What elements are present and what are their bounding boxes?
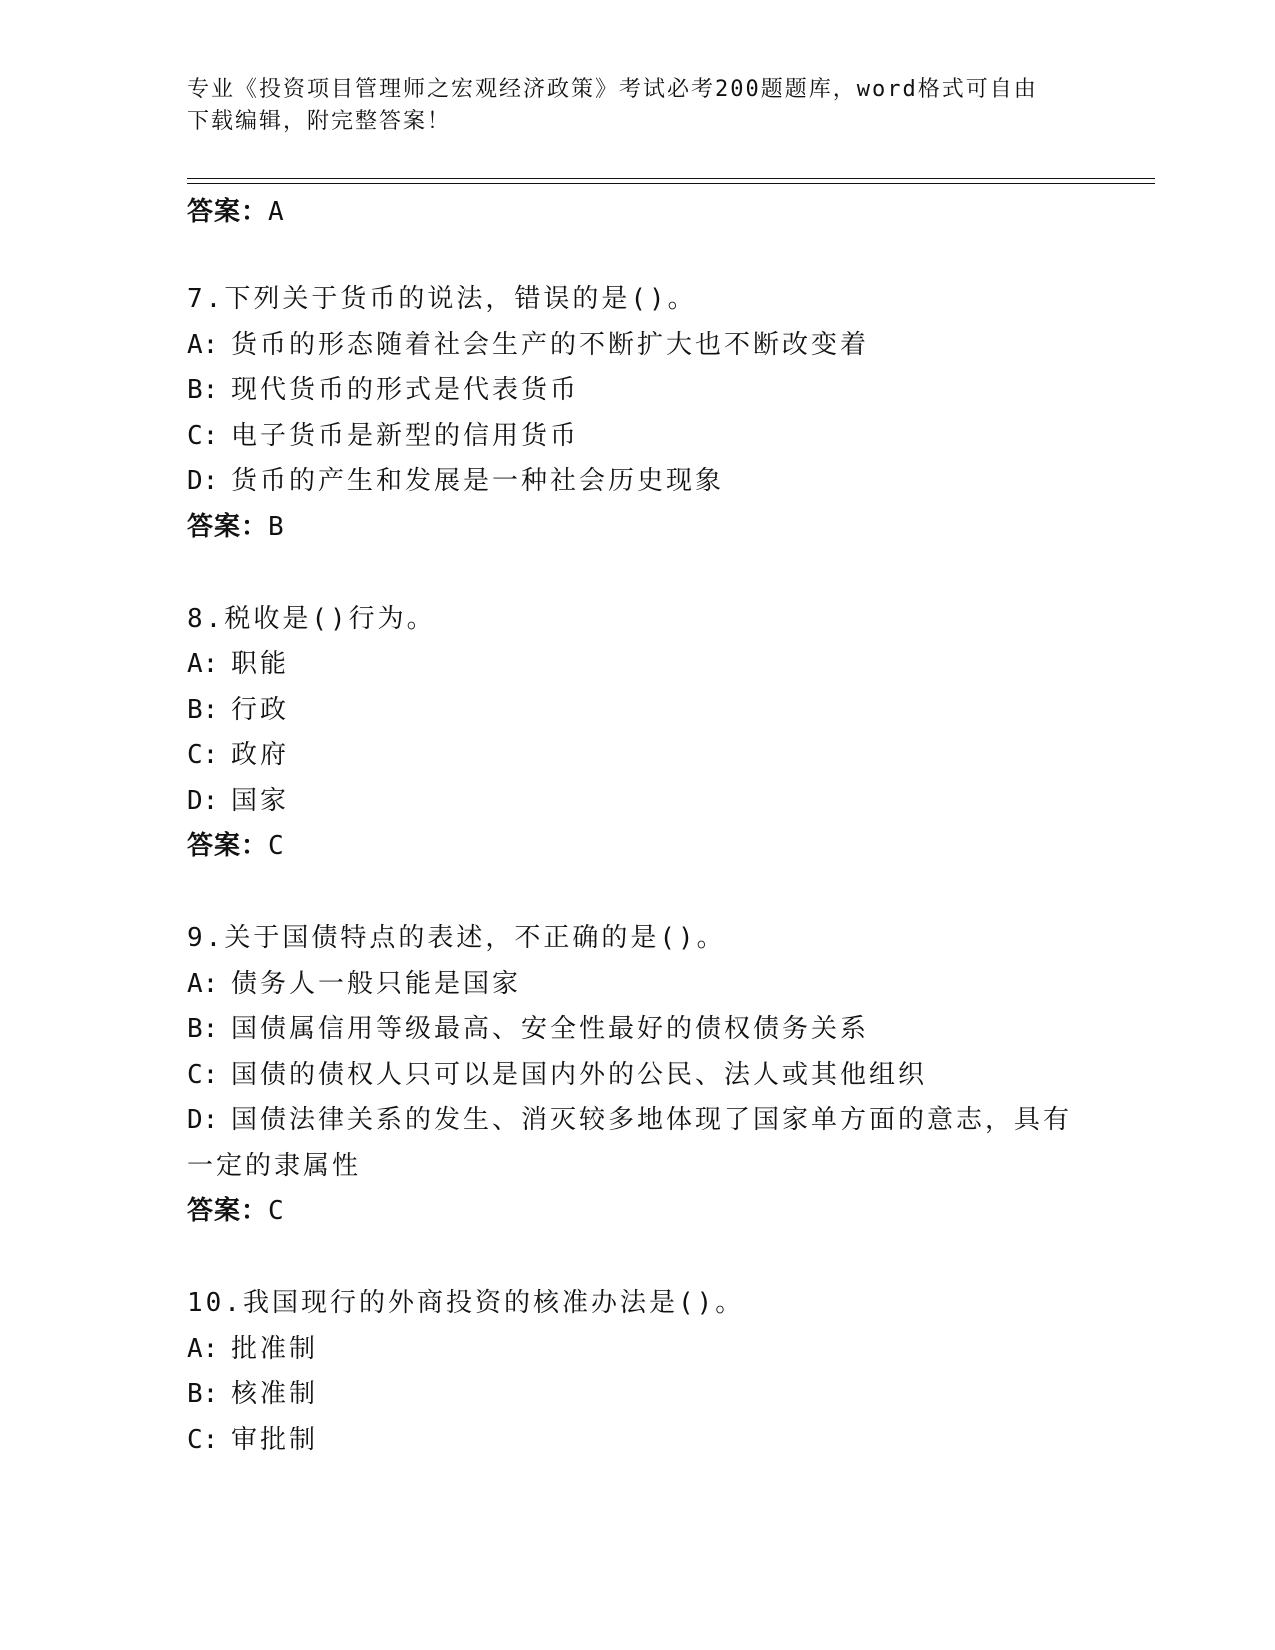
option-b	[187, 1007, 1087, 1053]
header-line-2: 下载编辑，附完整答案！	[187, 109, 452, 134]
option-key: C:	[187, 1424, 219, 1455]
option-text: 货币的形态随着社会生产的不断扩大也不断改变着	[231, 329, 870, 360]
question-text	[187, 597, 1087, 643]
option-text: 批准制	[231, 1333, 319, 1364]
question-stem: 税收是()行为。	[224, 603, 436, 634]
option-text: 行政	[231, 694, 290, 725]
header-line-1: 专业《投资项目管理师之宏观经济政策》考试必考200题题库，word格式可自由	[187, 77, 1038, 102]
header-rule-bottom	[187, 183, 1155, 184]
option-key: D:	[187, 1105, 219, 1135]
document-header	[187, 74, 1067, 138]
answer-line	[187, 505, 1087, 550]
answer-label: 答案：	[187, 831, 269, 861]
option-text: 国债属信用等级最高、安全性最好的债权债务关系	[231, 1014, 870, 1044]
option-text-continued: 一定的隶属性	[187, 1150, 362, 1181]
option-b	[187, 1372, 1087, 1418]
question-list	[187, 190, 1087, 1463]
answer-line	[187, 1189, 1087, 1234]
option-key: C:	[187, 420, 219, 451]
question-text	[187, 277, 1087, 323]
question-10	[187, 1281, 1087, 1463]
option-text: 国债的债权人只可以是国内外的公民、法人或其他组织	[231, 1059, 928, 1090]
question-text	[187, 1281, 1087, 1327]
option-key: B:	[187, 375, 219, 405]
answer-line	[187, 824, 1087, 869]
answer-value: C	[268, 831, 285, 861]
option-text: 国债法律关系的发生、消灭较多地体现了国家单方面的意志，具有	[231, 1105, 1073, 1135]
answer-value: A	[268, 197, 285, 227]
option-d	[187, 459, 1087, 505]
option-text: 现代货币的形式是代表货币	[231, 375, 580, 405]
question-number: 9.	[187, 923, 225, 953]
answer-label: 答案：	[187, 1196, 269, 1226]
option-b	[187, 688, 1087, 734]
option-b	[187, 368, 1087, 414]
question-9	[187, 916, 1087, 1234]
option-d	[187, 779, 1087, 825]
question-stem: 下列关于货币的说法，错误的是()。	[224, 284, 697, 314]
question-number: 10.	[187, 1288, 243, 1318]
question-stem: 关于国债特点的表述，不正确的是()。	[224, 923, 726, 953]
option-key: C:	[187, 1059, 219, 1090]
option-key: A:	[187, 329, 219, 360]
question-number: 8.	[187, 603, 225, 634]
option-c	[187, 1053, 1087, 1099]
answer-value: C	[268, 1196, 285, 1226]
option-text: 核准制	[231, 1379, 319, 1409]
option-key: C:	[187, 740, 219, 770]
option-key: A:	[187, 968, 219, 999]
option-key: B:	[187, 1014, 219, 1044]
option-key: A:	[187, 649, 219, 679]
option-a	[187, 962, 1087, 1008]
option-text: 货币的产生和发展是一种社会历史现象	[231, 466, 725, 496]
option-key: D:	[187, 466, 219, 496]
question-8	[187, 597, 1087, 870]
option-a	[187, 642, 1087, 688]
option-c	[187, 1418, 1087, 1464]
option-key: B:	[187, 694, 219, 725]
answer-label: 答案：	[187, 197, 269, 227]
option-text: 审批制	[231, 1424, 319, 1455]
header-rule-top	[187, 178, 1155, 179]
answer-value: B	[268, 511, 285, 542]
option-text: 职能	[231, 649, 290, 679]
question-stem: 我国现行的外商投资的核准办法是()。	[242, 1288, 745, 1318]
option-text: 国家	[231, 785, 290, 816]
option-a	[187, 1327, 1087, 1373]
option-text: 政府	[231, 740, 290, 770]
question-text	[187, 916, 1087, 962]
option-key: D:	[187, 785, 219, 816]
option-d	[187, 1098, 1087, 1189]
option-a	[187, 323, 1087, 369]
option-c	[187, 733, 1087, 779]
option-c	[187, 414, 1087, 460]
option-key: B:	[187, 1379, 219, 1409]
question-7	[187, 277, 1087, 550]
option-text: 债务人一般只能是国家	[231, 968, 522, 999]
answer-line-q6	[187, 190, 1087, 235]
option-key: A:	[187, 1333, 219, 1364]
answer-label: 答案：	[187, 511, 269, 542]
question-number: 7.	[187, 284, 225, 314]
option-text: 电子货币是新型的信用货币	[231, 420, 580, 451]
